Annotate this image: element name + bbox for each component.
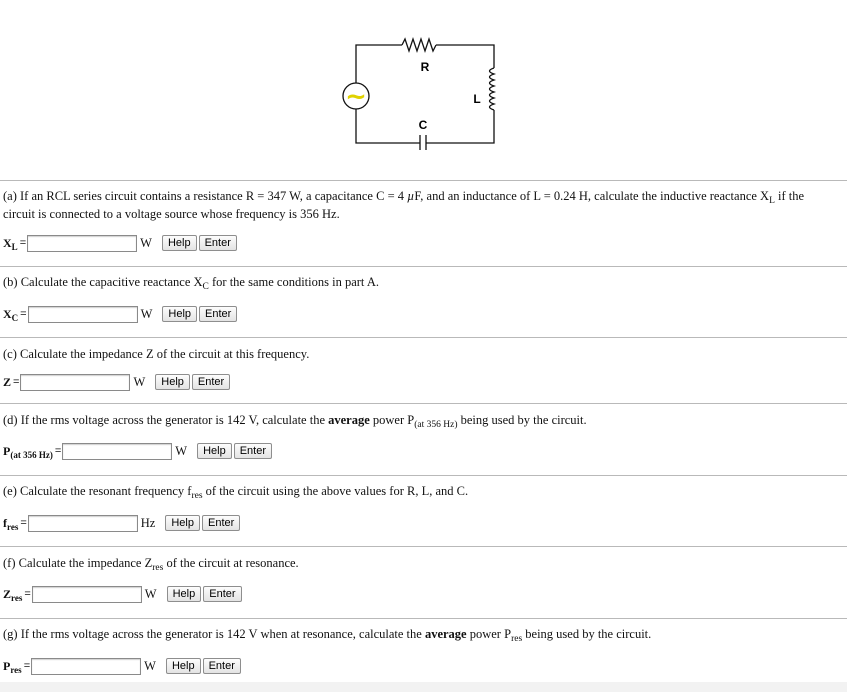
help-button-a[interactable]: Help: [162, 235, 197, 251]
question-e: (e) Calculate the resonant frequency $f_{res}$ of the circuit using the above values for R, L, and C.: [3, 484, 469, 501]
enter-button-c[interactable]: Enter: [192, 374, 230, 390]
answer-row-f: $Z_{res}$ = W Help Enter: [3, 584, 244, 604]
separator-e: [0, 475, 847, 476]
question-a: (a) If an RCL series circuit contains a resistance R = 347 W, a capacitance C = 4 µF, and an inductance of L = 0.24 H, calculate the inductive reactance $X_L$ if the circuit is connected to a voltage source whose frequency is 356 Hz.: [3, 189, 805, 221]
question-d: (d) If the rms voltage across the generator is 142 V, calculate the average power $P_{(at 356 Hz)}$ being used by the circuit.: [3, 413, 587, 430]
question-f: (f) Calculate the impedance $Z_{res}$ of the circuit at resonance.: [3, 556, 299, 573]
label-p-356: $P_{(at 356 Hz)}$: [3, 443, 53, 460]
f-res-input[interactable]: [28, 515, 138, 532]
enter-button-e[interactable]: Enter: [202, 515, 240, 531]
enter-button-g[interactable]: Enter: [203, 658, 241, 674]
separator-f: [0, 546, 847, 547]
capacitor-label: C: [418, 118, 428, 132]
rcl-circuit-diagram: [330, 30, 510, 150]
enter-button-a[interactable]: Enter: [199, 235, 237, 251]
page-bottom-edge: [0, 682, 847, 692]
z-input[interactable]: [20, 374, 130, 391]
p-356-input[interactable]: [62, 443, 172, 460]
label-z-res: $Z_{res}$: [3, 586, 23, 603]
unit-p-356: W: [175, 443, 188, 458]
resistor-label: R: [420, 60, 430, 74]
answer-row-c: Z = W Help Enter: [3, 372, 232, 392]
top-right-wire: [436, 45, 494, 68]
label-f-res: $f_{res}$: [3, 515, 19, 532]
z-res-input[interactable]: [32, 586, 142, 603]
unit-z-res: W: [144, 586, 157, 601]
bottom-right-wire: [426, 110, 494, 143]
label-p-res: $P_{res}$: [3, 658, 22, 675]
unit-z: W: [133, 374, 146, 389]
help-button-f[interactable]: Help: [167, 586, 202, 602]
label-xl: $X_L$: [3, 235, 18, 252]
top-left-wire: [356, 45, 402, 83]
enter-button-f[interactable]: Enter: [203, 586, 241, 602]
resistor-zigzag: [402, 39, 436, 51]
bottom-left-wire: [356, 109, 420, 143]
label-z: Z: [3, 374, 12, 389]
p-res-input[interactable]: [31, 658, 141, 675]
answer-row-e: $f_{res}$ = Hz Help Enter: [3, 513, 242, 533]
enter-button-d[interactable]: Enter: [234, 443, 272, 459]
answer-row-d: $P_{(at 356 Hz)}$ = W Help Enter: [3, 441, 274, 461]
answer-row-g: $P_{res}$ = W Help Enter: [3, 656, 243, 676]
separator-d: [0, 403, 847, 404]
separator-c: [0, 337, 847, 338]
question-c: (c) Calculate the impedance Z of the circuit at this frequency.: [3, 347, 310, 361]
answer-row-b: $X_C$ = W Help Enter: [3, 304, 239, 324]
unit-p-res: W: [144, 658, 156, 673]
unit-xc: W: [140, 306, 153, 321]
answer-row-a: $X_L$ = W Help Enter: [3, 233, 239, 253]
help-button-d[interactable]: Help: [197, 443, 232, 459]
help-button-g[interactable]: Help: [166, 658, 201, 674]
label-xc: $X_C$: [3, 306, 19, 323]
question-g: (g) If the rms voltage across the generator is 142 V when at resonance, calculate the average power $P_{res}$ being used by the circuit.: [3, 627, 652, 644]
inductor-coil: [490, 68, 495, 110]
inductor-label: L: [473, 92, 481, 106]
separator-g: [0, 618, 847, 619]
separator-b: [0, 266, 847, 267]
separator-a: [0, 180, 847, 181]
unit-xl: W: [140, 235, 152, 250]
help-button-c[interactable]: Help: [155, 374, 190, 390]
enter-button-b[interactable]: Enter: [199, 306, 237, 322]
xl-input[interactable]: [27, 235, 137, 252]
help-button-b[interactable]: Help: [162, 306, 197, 322]
xc-input[interactable]: [28, 306, 138, 323]
question-b: (b) Calculate the capacitive reactance $X_C$ for the same conditions in part A.: [3, 275, 379, 292]
unit-f-res: Hz: [140, 515, 156, 530]
help-button-e[interactable]: Help: [165, 515, 200, 531]
ac-source-symbol: ~: [345, 82, 367, 112]
